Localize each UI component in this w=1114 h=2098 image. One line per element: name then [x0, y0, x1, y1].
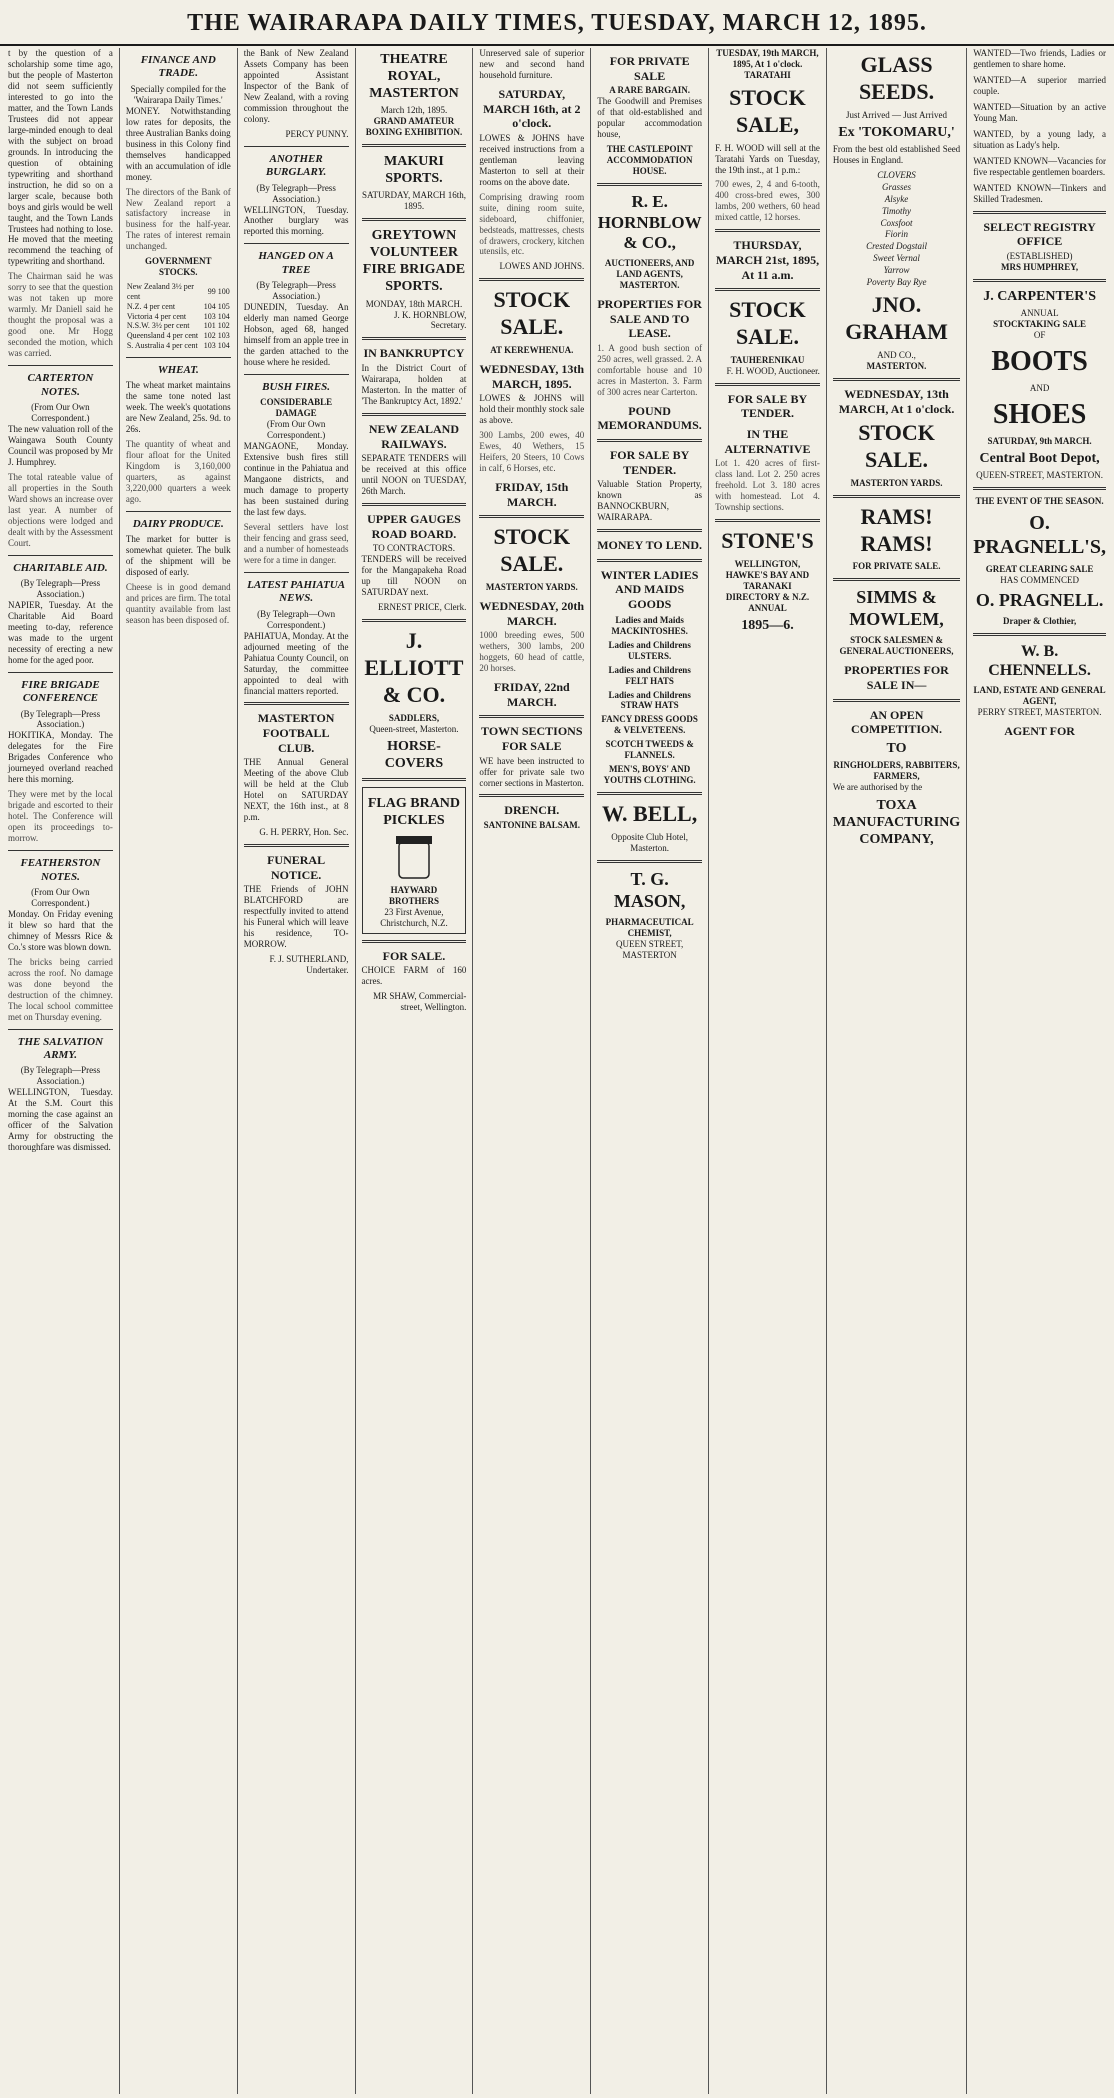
notice-heading: MASTERTON FOOTBALL CLUB. — [257, 711, 335, 755]
section-heading: HANGED ON A TREE — [258, 250, 334, 276]
list-item: WANTED—Two friends, Ladies or gentlemen to share home. — [973, 48, 1106, 69]
notice-text: TENDERS will be received for the Mangapakeha Road up till NOON on SATURDAY next. — [361, 554, 467, 598]
table-row — [126, 321, 231, 331]
advert-product: HORSE-COVERS — [384, 738, 444, 771]
list-item: Ladies and Childrens STRAW HATS — [608, 689, 691, 711]
signature: F. H. WOOD, Auctioneer. — [726, 365, 820, 376]
notice-heading: FOR PRIVATE SALE — [609, 54, 690, 83]
article-text: t by the question of a scholarship some time ago, but the people of Masterton did not seem sufficiently interested to go into the matter, and the Town Lands Trustees did not appear large-minded enough to deal with the subject on broad grounds. In introducing the question of obtaining typewriting and shorthand instruction, he did so on a larger scale, because both boys and girls would be well taught, and the Town Lands Trustees had nothing to lose. He moved that the meeting recommend the teaching of typewriting and shorthand. — [8, 48, 113, 267]
article-text: NAPIER, Tuesday. At the Charitable Aid Board meeting to-day, reference was made to the urgent necessity of erecting a new home for the aged poor. — [8, 599, 113, 665]
notice-text: THE Friends of JOHN BLATCHFORD are respectfully invited to attend his Funeral which will leave his residence, TO-MORROW. — [243, 884, 349, 950]
list-item: WANTED KNOWN—Tinkers and Skilled Tradesmen. — [973, 182, 1106, 204]
subheading: TO — [886, 740, 907, 756]
section-heading: CARTERTON NOTES. — [27, 372, 94, 398]
advert-trade: Draper & Clothier, — [1002, 615, 1077, 626]
notice-text: LOWES & JOHNS have received instructions from a gentleman leaving Masterton to sell at their rooms on the above date. — [479, 132, 585, 187]
subheading: THE EVENT OF THE SEASON. — [975, 496, 1104, 507]
advert-subtitle: DIRECTORY & N.Z. ANNUAL — [725, 591, 810, 613]
advert-address: MASTERTON. — [866, 360, 927, 371]
section-heading: FEATHERSTON NOTES. — [20, 857, 101, 883]
list-item: Ladies and Childrens ULSTERS. — [608, 639, 691, 661]
subheading: (ESTABLISHED) — [1006, 250, 1073, 261]
notice-heading: THURSDAY, MARCH 21st, 1895, At 11 a.m. — [715, 238, 820, 282]
article-text: WELLINGTON, Tuesday. At the S.M. Court this morning the case against an officer of the Salvation Army for obstructing the thoroughfare was dismissed. — [8, 1087, 113, 1153]
article-text: The directors of the Bank of New Zealand report a satisfactory increase in business for the half-year. The rates of interest remain unchanged. — [125, 186, 231, 252]
pickles-advert — [362, 787, 467, 934]
notice-text: 1. A good bush section of 250 acres, well grassed. 2. A comfortable house and 10 acres in Masterton. 3. Farm of 300 acres near Carterton. — [597, 342, 703, 397]
advert-text: Just Arrived — Just Arrived — [846, 109, 948, 120]
table-row — [126, 282, 231, 302]
signature: G. H. PERRY, Hon. Sec. — [259, 827, 349, 838]
advert-name: J. ELLIOTT & CO. — [364, 628, 464, 707]
notice-heading: WINTER LADIES AND MAIDS GOODS — [600, 567, 699, 612]
subheading: MRS HUMPHREY, — [1001, 261, 1079, 272]
article-text: They were met by the local brigade and escorted to their hotel. The Conference will open its proceedings to-morrow. — [8, 789, 113, 844]
advert-subtitle: STOCKTAKING SALE — [993, 318, 1087, 329]
advert-year: 1895—6. — [741, 617, 794, 633]
advert-address: Opposite Club Hotel, Masterton. — [611, 832, 689, 854]
subheading: TO CONTRACTORS. — [372, 543, 456, 554]
advert-trade: SADDLERS, — [388, 712, 440, 723]
advert-name: R. E. HORNBLOW & CO., — [597, 192, 702, 253]
notice-heading: AGENT FOR — [1004, 723, 1075, 738]
table-row — [126, 312, 231, 322]
article-text: WELLINGTON, Tuesday. Another burglary was reported this morning. — [243, 204, 349, 237]
table-cell: 102 — [203, 331, 216, 341]
wanted-list — [973, 48, 1106, 205]
advert-name: JNO. GRAHAM — [845, 292, 948, 345]
notice-heading: TOWN SECTIONS FOR SALE — [481, 724, 583, 753]
notice-heading: SATURDAY, MARCH 16th, at 2 o'clock. — [483, 86, 581, 131]
article-text: The new valuation roll of the Waingawa South County Council was proposed by Mr J. Humphrey. — [8, 423, 113, 467]
article-text: The quantity of wheat and flour afloat for the United Kingdom is 3,160,000 quarters, as against 3,220,000 quarters a week ago. — [125, 438, 231, 504]
list-item: Poverty Bay Rye — [866, 277, 927, 288]
byline: (From Our Own Correspondent.) — [31, 886, 90, 908]
notice-text: The Goodwill and Premises of that old-established and popular accommodation house, — [597, 96, 703, 140]
article-text: DUNEDIN, Tuesday. An elderly man named George Hobson, aged 68, hanged himself from an apple tree in the garden attached to the house where he resided. — [243, 302, 349, 367]
subheading: FOR PRIVATE SALE. — [852, 561, 941, 572]
notice-text: F. H. WOOD will sell at the Taratahi Yards on Tuesday, the 19th inst., at 1 p.m.: — [715, 142, 820, 175]
sale-date: TUESDAY, 19th MARCH, 1895, At 1 o'clock. — [716, 48, 819, 69]
notice-heading: IN THE ALTERNATIVE — [724, 427, 811, 456]
signature: ERNEST PRICE, Clerk. — [378, 602, 467, 613]
byline: (By Telegraph—Press Association.) — [256, 280, 336, 302]
article-text: Monday. On Friday evening it blew so hard that the chimney of Messrs Rice & Co.'s store was blown down. — [8, 908, 113, 952]
list-item: Ladies and Maids MACKINTOSHES. — [611, 614, 688, 636]
notice-heading: UPPER GAUGES ROAD BOARD. — [367, 512, 461, 541]
list-item: WANTED—Situation by an active Young Man. — [973, 101, 1106, 123]
notice-text: 1000 breeding ewes, 500 wethers, 300 lambs, 200 hoggets, 60 head of cattle, 20 horses. — [479, 630, 585, 674]
advert-trade: PHARMACEUTICAL CHEMIST, — [605, 916, 694, 938]
seed-list — [833, 170, 960, 289]
sale-title: RAMS! RAMS! — [860, 503, 933, 556]
ad-date: March 12th, 1895. — [380, 105, 448, 116]
advert-subtitle: OF — [1033, 329, 1046, 340]
advert-subtitle: GREAT CLEARING SALE — [985, 563, 1094, 574]
column-9 — [967, 48, 1112, 2094]
advert-name: HAYWARD BROTHERS — [388, 884, 439, 906]
section-heading: LATEST PAHIATUA NEWS. — [247, 578, 346, 605]
byline: (By Telegraph—Press Association.) — [20, 708, 101, 730]
masthead-title: THE WAIRARAPA DAILY TIMES, TUESDAY, MARCH 12, 1895. — [187, 10, 927, 36]
goods-list — [597, 615, 702, 787]
notice-heading: PROPERTIES FOR SALE IN— — [844, 663, 949, 692]
table-cell: 104 — [203, 301, 216, 311]
column-4 — [356, 48, 474, 2094]
list-item: SCOTCH TWEEDS & FLANNELS. — [605, 739, 694, 761]
table-row — [126, 302, 231, 312]
advert-name: Central Boot Depot, — [979, 451, 1100, 467]
list-item: Fiorin — [885, 229, 909, 240]
article-text: HOKITIKA, Monday. The delegates for the Fire Brigades Conference who journeyed overland reached here this morning. — [8, 730, 113, 785]
byline: (By Telegraph—Press Association.) — [20, 577, 101, 599]
sale-title: STOCK SALE, — [729, 84, 806, 137]
ad-date: MONDAY, 18th MARCH. — [365, 298, 463, 309]
notice-text: Unreserved sale of superior new and second hand household furniture. — [479, 48, 585, 80]
notice-heading: FUNERAL NOTICE. — [267, 853, 326, 882]
byline: (From Our Own Correspondent.) — [266, 419, 326, 441]
table-cell: N.Z. 4 per cent — [126, 301, 176, 311]
table-cell: 103 — [203, 311, 216, 321]
table-cell: Queensland 4 per cent — [126, 331, 199, 341]
advert-trade: LAND, ESTATE AND GENERAL AGENT, — [973, 684, 1106, 706]
advert-name: T. G. MASON, — [613, 869, 686, 911]
table-cell: 100 — [217, 287, 230, 297]
table-cell: 99 — [207, 287, 216, 297]
notice-text: Lot 1. 420 acres of first-class land. Lot 2. 250 acres freehold. Lot 3. 180 acres with homestead. Lot 4. Township sections. — [715, 458, 820, 513]
table-cell: Victoria 4 per cent — [126, 311, 187, 321]
byline: (By Telegraph—Own Correspondent.) — [257, 608, 336, 630]
advert-subtitle: HAS COMMENCED — [1000, 574, 1079, 585]
signature: MR SHAW, Commercial-street, Wellington. — [373, 991, 467, 1013]
advert-name: STONE'S — [721, 528, 814, 554]
notice-heading: NEW ZEALAND RAILWAYS. — [368, 421, 460, 451]
section-heading: FINANCE AND TRADE. — [140, 54, 216, 80]
article-text: The market for butter is somewhat quieter. The bulk of the shipment will be disposed of early. — [125, 534, 231, 577]
notice-text: SEPARATE TENDERS will be received at this office until NOON on TUESDAY, 26th March. — [361, 453, 467, 497]
sale-title: STOCK SALE. — [493, 287, 571, 340]
column-7 — [709, 48, 827, 2094]
advert-name: O. PRAGNELL. — [975, 589, 1104, 610]
ad-title: MAKURI SPORTS. — [384, 154, 444, 187]
table-cell: S. Australia 4 per cent — [126, 340, 198, 350]
article-text: The Chairman said he was sorry to see that the question was not taken up more warmly. Mr Daniell said he thought the proposal was a good one. Mr Hogg seconded the motion, which was carried. — [8, 271, 113, 359]
notice-heading: FRIDAY, 15th MARCH. — [495, 480, 569, 509]
sale-location: MASTERTON YARDS. — [485, 581, 578, 592]
section-heading: DAIRY PRODUCE. — [132, 517, 224, 530]
article-text: The total rateable value of all properties in the South Ward shows an increase over last year. A number of objections were lodged and dealt with by the Assessment Court. — [8, 471, 113, 548]
advert-address: QUEEN STREET, MASTERTON — [615, 938, 684, 960]
advert-subtitle: WELLINGTON, HAWKE'S BAY AND TARANAKI — [725, 558, 810, 591]
list-item: Ladies and Childrens FELT HATS — [608, 664, 691, 686]
article-text: Cheese is in good demand and prices are firm. The total quantity available from last season has been disposed of. — [125, 581, 231, 625]
notice-heading: POUND MEMORANDUMS. — [597, 403, 702, 433]
notice-text: 700 ewes, 2, 4 and 6-tooth, 400 cross-bred ewes, 300 lambs, 200 wethers, 60 head mixed cattle, 12 horses. — [715, 179, 820, 223]
advert-address: 23 First Avenue, Christchurch, N.Z. — [380, 906, 448, 928]
section-heading: FIRE BRIGADE CONFERENCE — [21, 678, 100, 705]
sale-title: STOCK SALE. — [858, 420, 935, 472]
section-heading: CHARITABLE AID. — [13, 561, 108, 574]
advert-trade: STOCK SALESMEN & GENERAL AUCTIONEERS, — [839, 635, 954, 657]
article-text: The wheat market maintains the same tone noted last week. The week's quotations are New Zealand, 25s. 9d. to 26s. — [125, 379, 231, 434]
column-6 — [591, 48, 709, 2094]
table-cell: 105 — [217, 301, 230, 311]
product-name: SANTONINE BALSAM. — [483, 820, 580, 831]
notice-heading: FRIDAY, 22nd MARCH. — [493, 680, 570, 709]
column-3 — [238, 48, 356, 2094]
article-text: The bricks being carried across the roof. No damage was done beyond the destruction of the chimney. The local school committee met on Thursday evening. — [8, 956, 113, 1022]
signature: PERCY PUNNY. — [285, 128, 349, 139]
article-text: PAHIATUA, Monday. At the adjourned meeting of the Pahiatua County Council, on Saturday, the committee appointed to deal with financial matters reported. — [243, 630, 349, 696]
advert-text: From the best old established Seed Houses in England. — [832, 143, 961, 165]
notice-heading: FOR SALE. — [382, 948, 446, 963]
table-row — [126, 331, 231, 341]
advert-product: FLAG BRAND PICKLES — [367, 795, 461, 828]
section-heading: ANOTHER BURGLARY. — [265, 152, 327, 179]
advert-name: W. B. CHENNELLS. — [988, 642, 1091, 680]
sale-location: TAUHERENIKAU — [730, 354, 805, 365]
table-cell: New Zealand 3½ per cent — [126, 282, 194, 302]
advert-product: BOOTS — [991, 345, 1088, 377]
advert-name: O. PRAGNELL'S, — [973, 512, 1106, 559]
article-text: Several settlers have lost their fencing and grass seed, and a number of homesteads were for a time in danger. — [243, 522, 349, 565]
advert-name: J. CARPENTER'S — [983, 288, 1096, 304]
advert-address: Queen-street, Masterton. — [369, 723, 459, 734]
ad-subtitle: GRAND AMATEUR BOXING EXHIBITION. — [365, 116, 463, 138]
sale-title: STOCK SALE. — [729, 297, 806, 350]
column-1 — [2, 48, 120, 2094]
stocks-table — [126, 282, 231, 350]
table-cell: 101 — [203, 321, 216, 331]
advert-address: QUEEN-STREET, MASTERTON. — [976, 470, 1104, 481]
list-item: Sweet Vernal — [873, 253, 920, 264]
list-item: Grasses — [882, 181, 912, 192]
byline: (By Telegraph—Press Association.) — [256, 182, 336, 204]
table-cell: 104 — [217, 340, 230, 350]
list-item: FANCY DRESS GOODS & VELVETEENS. — [601, 714, 698, 736]
article-text: the Bank of New Zealand Assets Company has been appointed Assistant Inspector of the Bank of New Zealand, with a roving commission throughout the colony. — [243, 48, 349, 124]
advert-title: GLASS SEEDS. — [858, 52, 935, 104]
subheading: THE CASTLEPOINT ACCOMMODATION HOUSE. — [606, 144, 693, 177]
sale-location: TARATAHI — [744, 69, 791, 80]
byline: (From Our Own Correspondent.) — [31, 401, 90, 423]
notice-text: LOWES & JOHNS will hold their monthly stock sale as above. — [479, 393, 585, 426]
notice-text: In the District Court of Wairarapa, holden at Masterton. In the matter of 'The Bankruptcy Act, 1892.' — [361, 363, 467, 406]
sale-location: MASTERTON YARDS. — [850, 477, 943, 488]
notice-text: 300 Lambs, 200 ewes, 40 Ewes, 40 Wethers, 15 Heifers, 20 Steers, 10 Cows in calf, 6 Horses, etc. — [479, 430, 585, 474]
notice-heading: MONEY TO LEND. — [597, 538, 703, 553]
notice-text: Valuable Station Property, known as BANNOCKBURN, WAIRARAPA. — [597, 479, 703, 523]
list-item: MEN'S, BOYS' AND YOUTHS CLOTHING. — [603, 764, 696, 786]
section-heading: THE SALVATION ARMY. — [17, 1035, 104, 1061]
table-cell: 104 — [217, 311, 230, 321]
list-item: WANTED, by a young lady, a situation as Lady's help. — [973, 128, 1106, 150]
notice-heading: FOR SALE BY TENDER. — [727, 391, 808, 421]
section-heading: WHEAT. — [157, 363, 199, 376]
list-item: Coxsfoot — [880, 217, 913, 228]
advert-name: TOXA MANUFACTURING COMPANY, — [832, 797, 961, 847]
table-cell: 103 — [217, 331, 230, 341]
columns — [2, 48, 1112, 2094]
list-item: WANTED KNOWN—Vacancies for five respectable gentlemen boarders. — [973, 155, 1106, 177]
ad-title: THEATRE ROYAL, MASTERTON — [369, 52, 459, 102]
list-item: Yarrow — [883, 265, 910, 276]
subheading: RINGHOLDERS, RABBITERS, FARMERS, — [833, 759, 960, 781]
advert-product: SHOES — [992, 398, 1087, 430]
column-5 — [473, 48, 591, 2094]
notice-heading: PROPERTIES FOR SALE AND TO LEASE. — [597, 297, 702, 341]
article-text: MANGAONE, Monday. Extensive bush fires still continue in the Pahiatua and Mangaone districts, and much damage to property has been sustained during the last few days. — [243, 441, 349, 518]
table-title: GOVERNMENT STOCKS. — [145, 256, 212, 278]
notice-heading: WEDNESDAY, 20th MARCH. — [479, 598, 585, 628]
advert-trade: AUCTIONEERS, AND LAND AGENTS, MASTERTON. — [604, 258, 695, 291]
ad-date: SATURDAY, MARCH 16th, 1895. — [361, 190, 466, 212]
subheading: A RARE BARGAIN. — [609, 85, 691, 96]
subheading: CONSIDERABLE DAMAGE — [260, 397, 333, 419]
notice-heading: WEDNESDAY, 13th MARCH, At 1 o'clock. — [838, 386, 955, 416]
advert-name: W. BELL, — [602, 801, 698, 827]
pickle-jar-icon — [384, 832, 444, 882]
section-heading: BUSH FIRES. — [262, 380, 331, 393]
list-item: CLOVERS — [877, 169, 916, 180]
table-row — [126, 341, 231, 351]
advert-subtitle: AND CO., — [877, 349, 916, 360]
advert-address: PERRY STREET, MASTERTON. — [977, 706, 1102, 717]
table-cell: 102 — [217, 321, 230, 331]
notice-text: WE have been instructed to offer for private sale two corner sections in Masterton. — [479, 755, 585, 788]
notice-heading: DRENCH. — [504, 803, 560, 818]
byline: Specially compiled for the 'Wairarapa Daily Times.' — [130, 83, 226, 105]
notice-text: THE Annual General Meeting of the above Club will be held at the Club Hotel on SATURDAY NEXT, the 16th inst., at 8 p.m. — [243, 757, 349, 823]
signature: LOWES AND JOHNS. — [499, 261, 585, 272]
advert-subtitle: ANNUAL — [1020, 307, 1059, 318]
table-cell: N.S.W. 3½ per cent — [126, 321, 190, 331]
article-text: MONEY. Notwithstanding low rates for deposits, the three Australian Banks doing business in this Colony find themselves handicapped with an accumulation of idle money. — [125, 105, 231, 182]
column-2 — [120, 48, 238, 2094]
notice-heading: IN BANKRUPTCY — [363, 346, 465, 361]
advert-ship: Ex 'TOKOMARU,' — [838, 124, 955, 140]
notice-heading: WEDNESDAY, 13th MARCH, 1895. — [479, 362, 585, 391]
sale-title: STOCK SALE. — [493, 524, 571, 577]
ad-title: GREYTOWN VOLUNTEER FIRE BRIGADE SPORTS. — [362, 228, 466, 295]
notice-heading: AN OPEN COMPETITION. — [851, 707, 943, 737]
list-item: Crested Dogstail — [866, 241, 927, 252]
list-item: Alsyke — [884, 193, 909, 204]
sale-date: SATURDAY, 9th MARCH. — [987, 436, 1092, 447]
column-8 — [827, 48, 967, 2094]
notice-heading: SELECT REGISTRY OFFICE — [983, 219, 1096, 249]
notice-text: CHOICE FARM of 160 acres. — [361, 965, 467, 987]
signature: J. K. HORNBLOW, Secretary. — [393, 309, 467, 331]
notice-text: Comprising drawing room suite, dining room suite, sideboard, chiffonier, bedsteads, mattresses, chests of drawers, crockery, kitchen utensils, etc. — [479, 191, 585, 257]
notice-heading: FOR SALE BY TENDER. — [609, 448, 690, 477]
table-cell: 103 — [203, 340, 216, 350]
notice-text: We are authorised by the — [832, 781, 923, 792]
masthead — [0, 0, 1114, 46]
list-item: Timothy — [882, 205, 912, 216]
sale-location: AT KEREWHENUA. — [490, 345, 574, 356]
advert-name: SIMMS & MOWLEM, — [849, 587, 944, 630]
list-item: WANTED—A superior married couple. — [973, 74, 1106, 96]
signature: F. J. SUTHERLAND, Undertaker. — [269, 954, 349, 976]
byline: (By Telegraph—Press Association.) — [20, 1065, 101, 1087]
advert-subtitle: AND — [1029, 382, 1050, 393]
